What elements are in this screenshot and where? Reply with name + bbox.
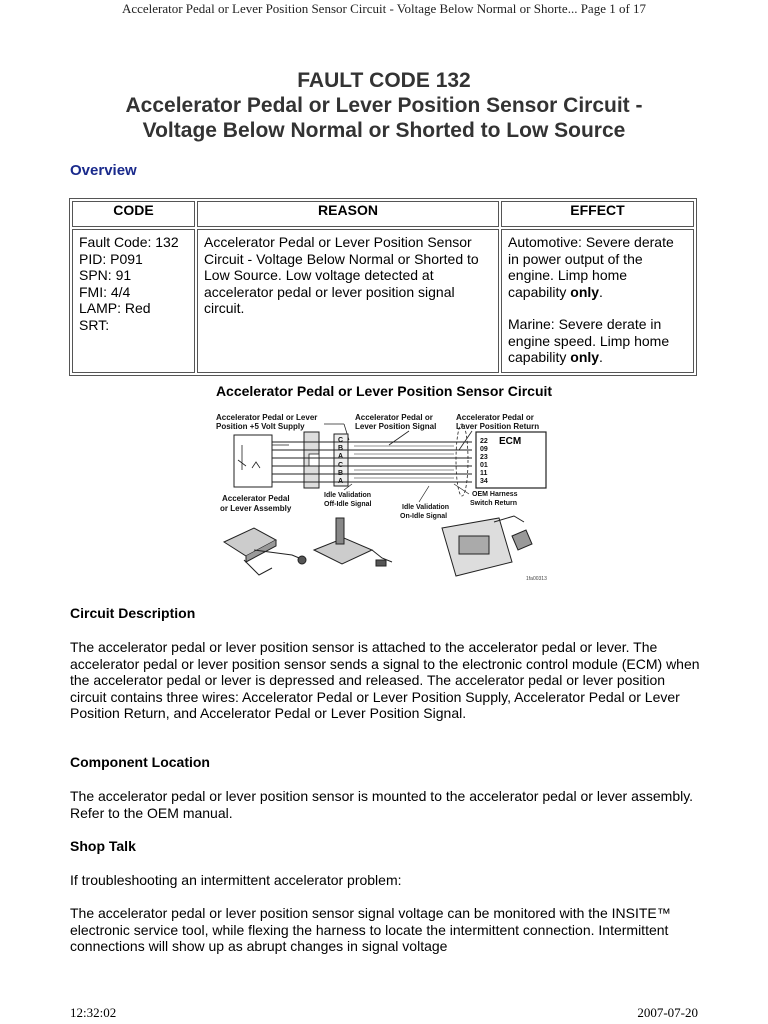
effect-auto-emphasis: only (570, 283, 600, 300)
ecm-pin-34: 34 (480, 478, 488, 485)
label-signal-1: Accelerator Pedal or (355, 413, 433, 422)
conn-letter-b1: B (338, 445, 344, 452)
label-assembly-2: or Lever Assembly (220, 504, 292, 513)
label-onidle-1: Idle Validation (402, 504, 450, 511)
circuit-description-heading: Circuit Description (70, 605, 196, 621)
ecm-label: ECM (499, 436, 522, 447)
effect-automotive (508, 234, 687, 300)
conn-letter-c2: C (338, 462, 344, 469)
code-cell: Fault Code: 132 PID: P091 SPN: 91 FMI: 4/4 LAMP: Red SRT: (72, 229, 195, 373)
ecm-pin-22: 22 (480, 438, 488, 445)
reason-cell: Accelerator Pedal or Lever Position Sensor Circuit - Voltage Below Normal or Shorted to Low Source. Low voltage detected at accelerator pedal or lever position signal circuit. (197, 229, 499, 373)
sensor-circuit-diagram (214, 410, 559, 584)
shop-talk-text: The accelerator pedal or lever position sensor signal voltage can be monitored with the INSITE™ electronic service tool, while flexing the harness to locate the intermittent connection. Intermittent connections will show up as abrupt changes in signal voltage (70, 905, 671, 954)
component-location-text: The accelerator pedal or lever position sensor is mounted to the accelerator pedal or lever assembly. Refer to the OEM manual. (70, 788, 694, 821)
footer-time: 12:32:02 (70, 1005, 117, 1020)
label-offidle-2: Off-Idle Signal (324, 501, 372, 508)
label-return-2: Lever Position Return (456, 422, 540, 431)
shop-talk-intro: If troubleshooting an intermittent accelerator problem: (70, 872, 402, 888)
conn-letter-b2: B (338, 470, 344, 477)
effect-marine-text: Marine: Severe derate in engine speed. Limp home capability (508, 316, 670, 365)
ecm-pin-01: 01 (480, 462, 488, 469)
footer-date: 2007-07-20 (637, 1005, 698, 1020)
shop-talk-heading: Shop Talk (70, 838, 136, 854)
label-signal-2: Lever Position Signal (355, 422, 437, 431)
fault-title-line-3: Voltage Below Normal or Shorted to Low Source (142, 119, 626, 142)
conn-letter-a1: A (338, 453, 344, 460)
overview-heading: Overview (70, 162, 137, 179)
label-oem-2: Switch Return (470, 500, 518, 507)
header-reason: REASON (197, 201, 499, 227)
circuit-description-text: The accelerator pedal or lever position sensor is attached to the accelerator pedal or lever. The accelerator pedal or lever position sensor sends a signal to the electronic control module (ECM) when the accelerator pedal or lever is depressed and released. The accelerator pedal or lever position circuit contains three wires: Accelerator Pedal or Lever Position Supply, Accelerator Pedal or Lever Position Return, and Accelerator Pedal or Lever Position Signal. (70, 639, 700, 721)
ecm-pin-23: 23 (480, 454, 488, 461)
label-offidle-1: Idle Validation (324, 492, 372, 499)
effect-marine-period: . (599, 349, 603, 365)
table-row (72, 229, 694, 373)
ecm-module-sketch (442, 516, 532, 576)
figure-id: 1fa00313 (526, 576, 547, 582)
effect-marine (508, 316, 687, 366)
label-supply-1: Accelerator Pedal or Lever (216, 413, 318, 422)
page-title (0, 68, 768, 143)
header-code: CODE (72, 201, 195, 227)
harness-wires (272, 442, 472, 482)
fault-code-title: FAULT CODE 132 (297, 69, 471, 92)
browser-print-header: Accelerator Pedal or Lever Position Sensor Circuit - Voltage Below Normal or Shorte... Page 1 of 17 (121, 1, 647, 16)
header-effect: EFFECT (501, 201, 694, 227)
label-supply-2: Position +5 Volt Supply (216, 422, 305, 431)
ecm-pin-11: 11 (480, 470, 488, 477)
component-location-heading: Component Location (70, 754, 210, 770)
pedal-assembly-sketch (224, 528, 306, 575)
effect-cell (501, 229, 694, 373)
fault-title-line-2: Accelerator Pedal or Lever Position Sensor Circuit - (125, 94, 643, 117)
ecm-pin-09: 09 (480, 446, 488, 453)
lever-assembly-sketch (314, 518, 392, 566)
effect-marine-emphasis: only (570, 349, 600, 365)
label-oem-1: OEM Harness (472, 491, 518, 498)
effect-auto-period: . (599, 283, 603, 300)
conn-letter-c1: C (338, 437, 344, 444)
label-onidle-2: On-Idle Signal (400, 513, 448, 520)
effect-auto-text: Automotive: Severe derate in power output of the engine. Limp home capability (508, 234, 674, 300)
label-assembly-1: Accelerator Pedal (222, 494, 290, 503)
conn-letter-a2: A (338, 478, 344, 485)
fault-overview-table (69, 198, 697, 376)
table-header-row (72, 201, 694, 227)
label-return-1: Accelerator Pedal or (456, 413, 534, 422)
diagram-caption: Accelerator Pedal or Lever Position Sensor Circuit (215, 383, 553, 399)
